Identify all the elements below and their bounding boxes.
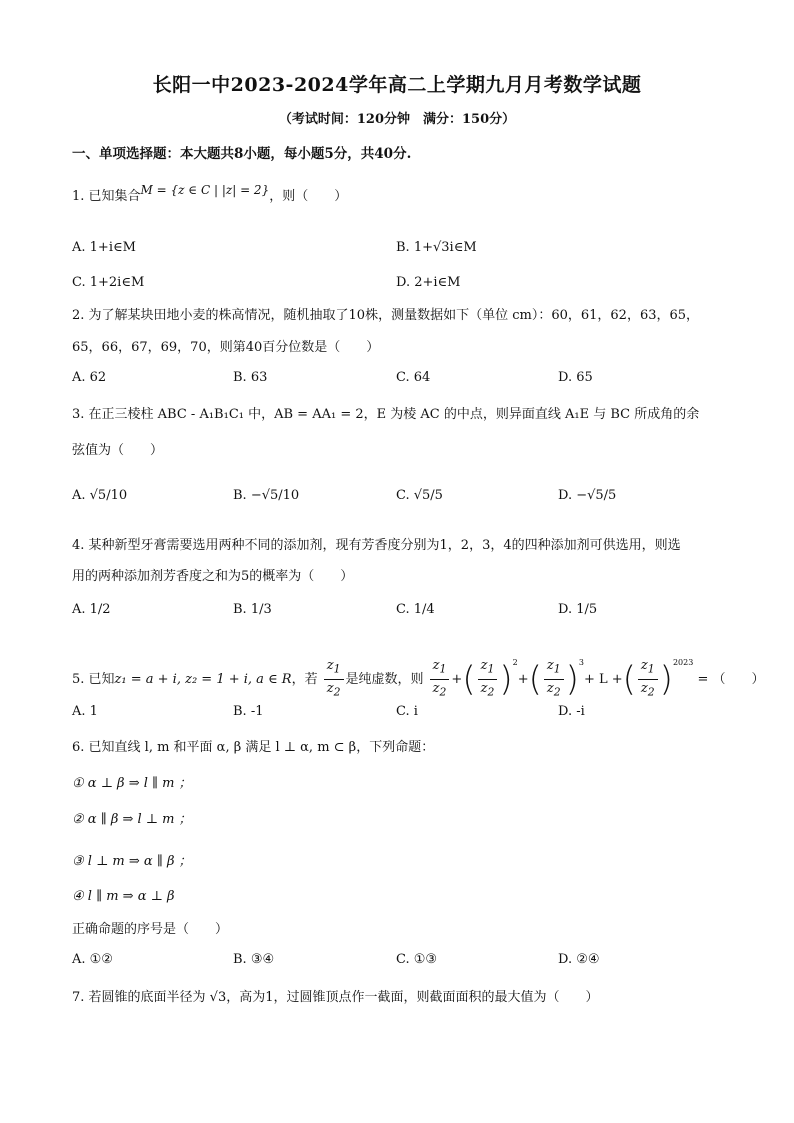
q6-proposition-1: ① α ⊥ β ⇒ l ∥ m ； [72, 776, 192, 791]
q6-option-d[interactable]: D. ②④ [558, 952, 600, 967]
exam-info: （考试时间：120分钟 满分：150分） [278, 112, 516, 127]
q2-option-c[interactable]: C. 64 [396, 370, 431, 385]
question-5-stem: 5. 已知z₁ = a + i, z₂ = 1 + i, a ∈ R，若 $\frac{z_1}{z_2}$ 是纯虚数，则 $\frac{z_1}{z_2}$ +( $\frac{z_1}{z_2}$ )$^2$+( $\frac{z_1}{z_2}$ )$^3$+ L +( $\frac{z_1}{z_2}$ )$^{2023}$ = （ ） [72, 640, 764, 703]
question-3-line-1: 3. 在正三棱柱 ABC - A₁B₁C₁ 中，AB = AA₁ = 2，E 为棱 AC 的中点，则异面直线 A₁E 与 BC 所成角的余 [72, 407, 700, 422]
q5-exp-2: 2 [512, 658, 518, 667]
q5-option-b[interactable]: B. -1 [233, 704, 264, 719]
question-6-stem: 6. 已知直线 l, m 和平面 α, β 满足 l ⊥ α, m ⊂ β，下列命题： [72, 740, 435, 755]
q6-proposition-4: ④ l ∥ m ⇒ α ⊥ β [72, 889, 175, 904]
q6-proposition-3: ③ l ⊥ m ⇒ α ∥ β ； [72, 854, 192, 869]
q5-ratio: $\frac{z_1}{z_2}$ [324, 657, 344, 701]
question-4-line-2: 用的两种添加剂芳香度之和为5的概率为（ ） [72, 569, 354, 584]
q6-proposition-2: ② α ∥ β ⇒ l ⊥ m ； [72, 812, 192, 827]
q4-option-b[interactable]: B. 1/3 [233, 602, 272, 617]
q5-exp-3: 3 [578, 658, 584, 667]
q5-term-2: $\frac{z_1}{z_2}$ [478, 657, 498, 701]
q5-mid: ，若 [291, 672, 318, 687]
q5-option-d[interactable]: D. -i [558, 704, 585, 719]
q5-option-c[interactable]: C. i [396, 704, 418, 719]
q5-ellipsis: + L + [583, 672, 623, 687]
q5-exp-2023: 2023 [672, 658, 694, 667]
q1-option-a[interactable]: A. 1+i∈M [72, 240, 136, 255]
q5-option-a[interactable]: A. 1 [72, 704, 98, 719]
q1-suffix: ，则（ ） [269, 189, 348, 204]
q1-option-b[interactable]: B. 1+√3i∈M [396, 240, 477, 255]
q6-option-b[interactable]: B. ③④ [233, 952, 275, 967]
page-title: 长阳一中2023-2024学年高二上学期九月月考数学试题 [152, 74, 642, 96]
q1-set: M = {z ∈ C | |z| = 2} [140, 183, 270, 197]
question-7-stem: 7. 若圆锥的底面半径为 √3，高为1，过圆锥顶点作一截面，则截面面积的最大值为（ ） [72, 990, 599, 1005]
q3-option-c[interactable]: C. √5/5 [396, 488, 443, 503]
question-4-line-1: 4. 某种新型牙膏需要选用两种不同的添加剂，现有芳香度分别为1，2，3，4的四种添加剂可供选用，则选 [72, 538, 681, 553]
q4-option-a[interactable]: A. 1/2 [72, 602, 111, 617]
q5-prefix: 5. 已知 [72, 672, 115, 687]
q2-option-a[interactable]: A. 62 [72, 370, 107, 385]
q5-pure-imag: 是纯虚数，则 [345, 672, 424, 687]
q3-option-a[interactable]: A. √5/10 [72, 488, 128, 503]
question-6-ask: 正确命题的序号是（ ） [72, 922, 229, 937]
q1-option-d[interactable]: D. 2+i∈M [396, 275, 461, 290]
question-2-line-2: 65，66，67，69，70，则第40百分位数是（ ） [72, 340, 380, 355]
q3-option-d[interactable]: D. −√5/5 [558, 488, 617, 503]
question-2-line-1: 2. 为了解某块田地小麦的株高情况，随机抽取了10株，测量数据如下（单位 cm）：60，61，62，63，65， [72, 308, 700, 323]
q6-option-a[interactable]: A. ①② [72, 952, 113, 967]
q2-option-d[interactable]: D. 65 [558, 370, 593, 385]
q5-tail: = （ ） [697, 672, 765, 687]
q6-option-c[interactable]: C. ①③ [396, 952, 438, 967]
q1-option-c[interactable]: C. 1+2i∈M [72, 275, 145, 290]
section-heading: 一、单项选择题：本大题共8小题，每小题5分，共40分. [72, 146, 412, 162]
question-1-stem [72, 183, 348, 207]
q5-condition: z₁ = a + i, z₂ = 1 + i, a ∈ R [114, 672, 292, 687]
q5-term-1: $\frac{z_1}{z_2}$ [430, 657, 450, 701]
q3-option-b[interactable]: B. −√5/10 [233, 488, 300, 503]
q2-option-b[interactable]: B. 63 [233, 370, 268, 385]
q1-prefix: 1. 已知集合 [72, 189, 141, 204]
q5-term-3: $\frac{z_1}{z_2}$ [544, 657, 564, 701]
q4-option-c[interactable]: C. 1/4 [396, 602, 435, 617]
question-3-line-2: 弦值为（ ） [72, 443, 164, 458]
q5-term-n: $\frac{z_1}{z_2}$ [638, 657, 658, 701]
q4-option-d[interactable]: D. 1/5 [558, 602, 598, 617]
